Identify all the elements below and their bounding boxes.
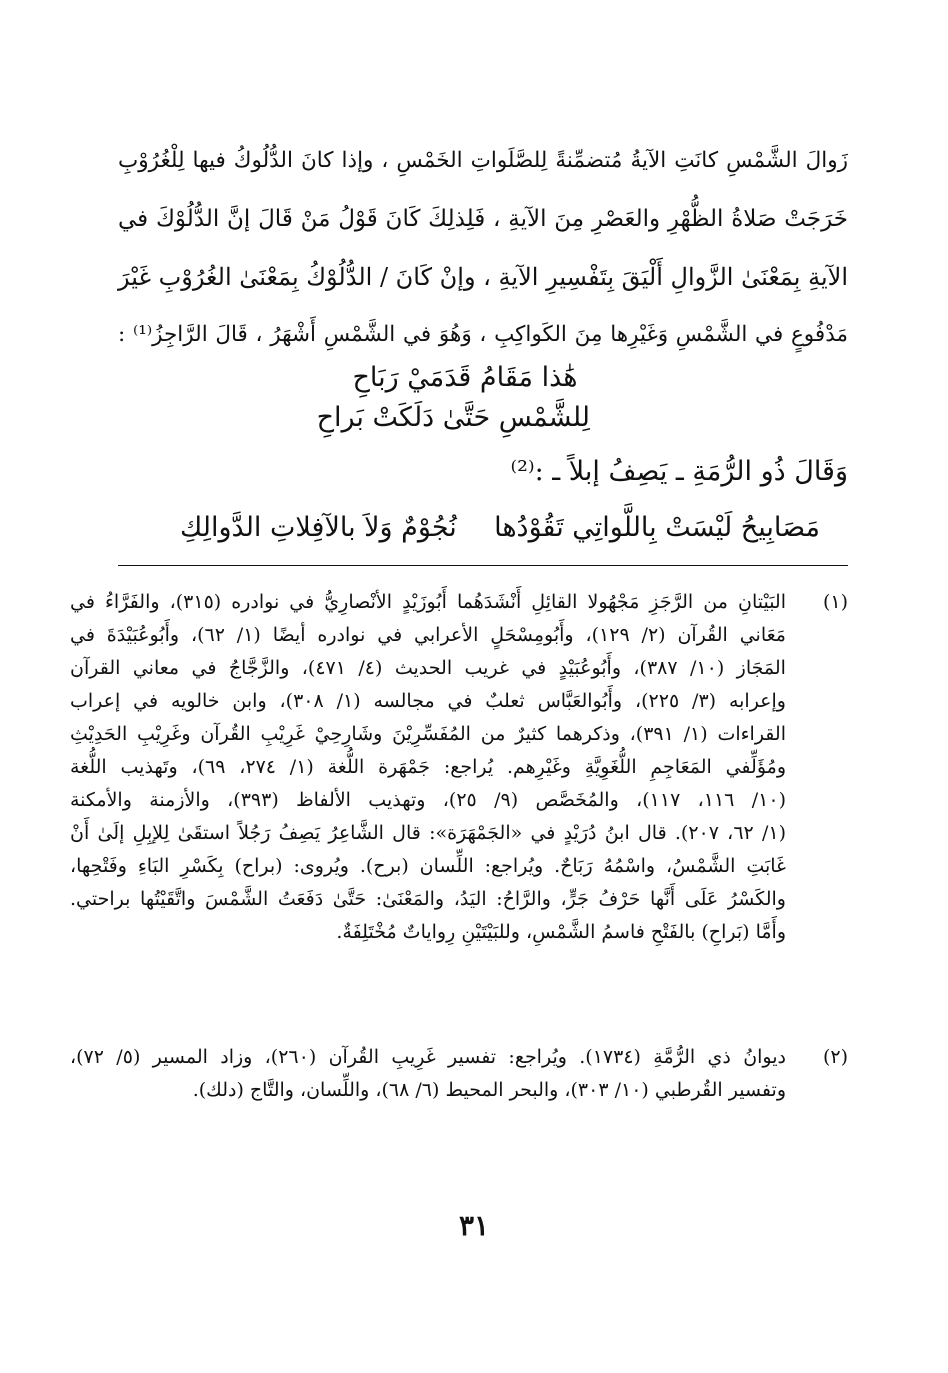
footnote-line: البَيْتانِ من الرَّجَزِ مَجْهُولا القائِلِ أَنْشَدَهُما أَبُوزَيْدٍ الأنْصارِيُّ في نوادره (٣١٥)، والفَرَّاءُ في	[70, 591, 786, 613]
footnote-line: مَعَاني القُرآن (٢/ ١٢٩)، وأَبُومِسْحَلٍ الأعرابي في نوادره أيضًا (١/ ٦٢)، وأَبُوعُبَيْدَةَ في	[70, 624, 786, 646]
footnote-number: (٢)	[822, 1046, 848, 1068]
rajaz-verse-line-2: لِلشَّمْسِ حَتَّىٰ دَلَكَتْ بَراحِ	[316, 402, 590, 433]
couplet-second-hemistich: نُجُوْمٌ وَلاَ بالآفِلاتِ الدَّوالِكِ	[180, 512, 457, 543]
footnote-line: غَابَتِ الشَّمْسُ، واسْمُهُ رَبَاحٌ. ويُراجع: اللِّسان (برح). ويُروى: (براح) بِكَسْرِ البَاءِ وفَتْحِها،	[70, 855, 786, 877]
main-text-line: الآيةِ بِمَعْنَىٰ الزَّوالِ أَلْيَقَ بِتَفْسِيرِ الآيةِ ، وإنْ كَانَ / الدُّلُوْكُ بِمَعْنَىٰ الغُرُوْبِ غَيْرَ	[117, 263, 848, 291]
footnote-line: (١٠/ ١١٦، ١١٧)، والمُخَصَّص (٩/ ٢٥)، وتهذيب الألفاظ (٣٩٣)، والأزمنة والأمكنة	[70, 789, 786, 811]
footnote-text	[70, 586, 786, 949]
footnote-divider	[118, 565, 848, 566]
main-text-line: مَدْفُوعٍ في الشَّمْسِ وَغَيْرِها مِنَ الكَواكِبِ ، وَهُوَ في الشَّمْسِ أَشْهَرُ ، قَالَ الرَّاجِزُ⁽¹⁾ :	[118, 322, 848, 347]
couplet-first-hemistich: مَصَابِيحُ لَيْسَتْ بِاللَّواتِي تَقُوْدُها	[494, 512, 820, 543]
footnote-line: وإعرابه (٣/ ٢٢٥)، وأَبُوالعَبَّاس ثعلبٌ في مجالسه (١/ ٣٠٨)، وابن خالويه في إعراب	[70, 690, 786, 712]
footnote-number: (١)	[822, 591, 848, 613]
poem-intro-line: وَقَالَ ذُو الرُّمَةِ ـ يَصِفُ إبلاً ـ :⁽²⁾	[510, 456, 848, 487]
footnote-line: المَجَاز (١٠/ ٣٨٧)، وأَبُوعُبَيْدٍ في غريب الحديث (٤/ ٤٧١)، والزَّجَّاجُ في معاني القرآن	[70, 657, 786, 679]
footnote-line: والكَسْرُ عَلَى أَنَّها حَرْفُ جَرٍّ، والرَّاحُ: اليَدُ، والمَعْنَىٰ: حَتَّىٰ دَفَعَتُ الشَّمْسَ واتَّقَيْتُها براحتي.	[70, 888, 786, 910]
page-number: ٣١	[458, 1209, 490, 1242]
rajaz-verse-line-1: هَٰذا مَقَامُ قَدَمَيْ رَبَاحِ	[352, 362, 578, 393]
main-text-line: زَوالَ الشَّمْسِ كانَتِ الآيةُ مُتضمِّنةً لِلصَّلَواتِ الخَمْسِ ، وإذا كانَ الدُّلُوكُ فيها لِلْغُرُوْبِ	[118, 148, 848, 173]
footnote-line: القراءات (١/ ٣٩١)، وذكرهما كثيرٌ من المُفَسِّرِيْنَ وشَارِحِيْ غَرِيْبِ القُرآن وغَرِيْبِ الحَدِيْثِ	[70, 723, 786, 745]
footnote-text	[70, 1041, 786, 1107]
main-text-block	[118, 132, 848, 364]
footnote-line: وأَمَّا (بَراحِ) بالفَتْحِ فاسمُ الشَّمْسِ، وللبَيْتَيْنِ رِواياتٌ مُخْتَلِفَةٌ.	[336, 921, 786, 943]
footnote-line: ومُؤَلِّفي المَعَاجِمِ اللُّغَوِيَّةِ وغَيْرِهم. يُراجع: جَمْهَرة اللُّغة (١/ ٢٧٤، ٦٩)، وتَهذيب اللُّغة	[70, 756, 786, 778]
main-text-line: خَرَجَتْ صَلاةُ الظُّهْرِ والعَصْرِ مِنَ الآيةِ ، فَلِذلِكَ كَانَ قَوْلُ مَنْ قَالَ إنَّ الدُّلُوْكَ في	[118, 206, 848, 232]
footnote-line: ديوانُ ذي الرُّمَّةِ (١٧٣٤). ويُراجع: تفسير غَرِيبِ القُرآن (٢٦٠)، وزاد المسير (٥/ ٧٢)،	[70, 1046, 786, 1068]
footnote-line: (١/ ٦٢، ٢٠٧). قال ابنُ دُرَيْدٍ في «الجَمْهَرَة»: قال الشَّاعِرُ يَصِفُ رَجُلاً استقَىٰ لِلإبِلِ إلَىٰ أَنْ	[70, 822, 786, 844]
footnote-line: وتفسير القُرطبي (١٠/ ٣٠٣)، والبحر المحيط (٦/ ٦٨)، واللِّسان، والتَّاج (دلك).	[192, 1079, 786, 1101]
